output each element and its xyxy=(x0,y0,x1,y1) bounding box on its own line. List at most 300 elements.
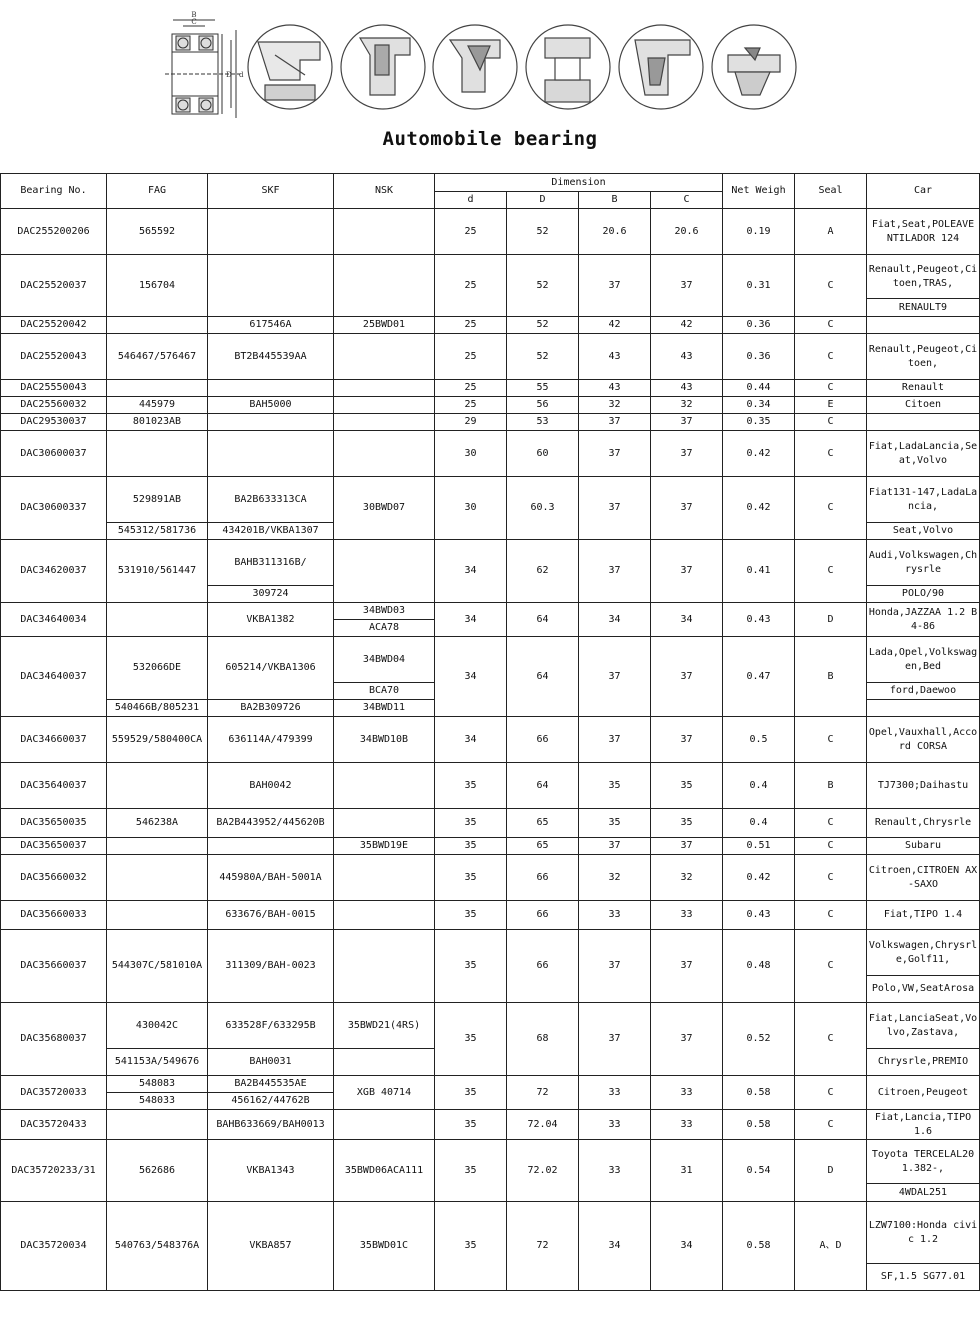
nsk-no: 35BWD19E xyxy=(334,838,435,855)
nsk-no: 35BWD01C xyxy=(334,1202,435,1291)
table-row xyxy=(1,540,980,586)
nsk-no-alt2: 34BWD11 xyxy=(334,700,435,717)
car-models-extra: Chrysrle,PREMIO xyxy=(867,1049,980,1076)
skf-no: BA2B445535AE xyxy=(208,1076,334,1093)
dim-d: 25 xyxy=(435,380,507,397)
nsk-no: 25BWD01 xyxy=(334,317,435,334)
nsk-no xyxy=(334,255,435,317)
dim-d: 25 xyxy=(435,334,507,380)
nsk-no-alt: ACA78 xyxy=(334,620,435,637)
seal-type-c-drawing xyxy=(433,25,517,109)
dim-D: 52 xyxy=(507,209,579,255)
bearing-no: DAC35660037 xyxy=(1,930,107,1003)
nsk-no xyxy=(334,540,435,603)
dim-d: 30 xyxy=(435,431,507,477)
skf-no: BAHB311316B/ xyxy=(208,540,334,586)
car-models: Renault,Chrysrle xyxy=(867,809,980,838)
nsk-no xyxy=(334,334,435,380)
nsk-no: 35BWD06ACA111 xyxy=(334,1140,435,1202)
dim-D: 65 xyxy=(507,838,579,855)
table-row xyxy=(1,763,980,809)
skf-no xyxy=(208,380,334,397)
dim-D: 52 xyxy=(507,255,579,317)
bearing-no: DAC34660037 xyxy=(1,717,107,763)
dim-D: 72.02 xyxy=(507,1140,579,1202)
nsk-no xyxy=(334,855,435,901)
net-weight: 0.58 xyxy=(723,1202,795,1291)
fag-no: 156704 xyxy=(107,255,208,317)
seal-type: C xyxy=(795,930,867,1003)
dim-C: 37 xyxy=(651,255,723,317)
dim-D: 55 xyxy=(507,380,579,397)
dim-d: 34 xyxy=(435,603,507,637)
dim-B: 33 xyxy=(579,1110,651,1140)
skf-no xyxy=(208,209,334,255)
seal-type: C xyxy=(795,1076,867,1110)
table-row xyxy=(1,1076,980,1093)
car-models-extra: Polo,VW,SeatArosa xyxy=(867,976,980,1003)
dim-d: 25 xyxy=(435,255,507,317)
dim-C: 37 xyxy=(651,838,723,855)
seal-type: C xyxy=(795,809,867,838)
nsk-no: XGB 40714 xyxy=(334,1076,435,1110)
dim-C: 35 xyxy=(651,763,723,809)
skf-no: VKBA1343 xyxy=(208,1140,334,1202)
fag-no: 532066DE xyxy=(107,637,208,700)
fag-no xyxy=(107,431,208,477)
bearing-no: DAC35720033 xyxy=(1,1076,107,1110)
bearing-no: DAC25520037 xyxy=(1,255,107,317)
dim-D: 72 xyxy=(507,1202,579,1291)
seal-type: C xyxy=(795,855,867,901)
skf-no: BAH5000 xyxy=(208,397,334,414)
table-row xyxy=(1,317,980,334)
dim-C: 32 xyxy=(651,397,723,414)
net-weight: 0.48 xyxy=(723,930,795,1003)
fag-no xyxy=(107,603,208,637)
nsk-no-empty xyxy=(334,1049,435,1076)
dim-C: 34 xyxy=(651,1202,723,1291)
bearing-no: DAC35720034 xyxy=(1,1202,107,1291)
car-models: Citroen,Peugeot xyxy=(867,1076,980,1110)
dim-D: 62 xyxy=(507,540,579,603)
net-weight: 0.4 xyxy=(723,763,795,809)
seal-type: C xyxy=(795,1110,867,1140)
net-weight: 0.42 xyxy=(723,431,795,477)
car-models-extra: ford,Daewoo xyxy=(867,683,980,700)
bearing-section-drawing xyxy=(165,20,240,118)
car-models: Renault xyxy=(867,380,980,397)
table-row xyxy=(1,930,980,976)
dim-d: 25 xyxy=(435,317,507,334)
dim-d: 35 xyxy=(435,838,507,855)
car-models: Renault,Peugeot,Citoen,TRAS, xyxy=(867,255,980,299)
dim-C: 32 xyxy=(651,855,723,901)
bearing-no: DAC35680037 xyxy=(1,1003,107,1076)
table-row xyxy=(1,334,980,380)
dim-C: 37 xyxy=(651,1003,723,1076)
dim-D: 53 xyxy=(507,414,579,431)
car-models: Fiat,LanciaSeat,Volvo,Zastava, xyxy=(867,1003,980,1049)
dim-B: 37 xyxy=(579,1003,651,1076)
dim-B: 37 xyxy=(579,838,651,855)
net-weight: 0.47 xyxy=(723,637,795,717)
net-weight: 0.42 xyxy=(723,855,795,901)
dim-B: 43 xyxy=(579,380,651,397)
nsk-no: 34BWD04 xyxy=(334,637,435,683)
seal-type: E xyxy=(795,397,867,414)
net-weight: 0.36 xyxy=(723,317,795,334)
car-models: Renault,Peugeot,Citoen, xyxy=(867,334,980,380)
fag-no: 540763/548376A xyxy=(107,1202,208,1291)
skf-no: BA2B443952/445620B xyxy=(208,809,334,838)
dim-D: 64 xyxy=(507,637,579,717)
fag-no: 546238A xyxy=(107,809,208,838)
car-models: Fiat,LadaLancia,Seat,Volvo xyxy=(867,431,980,477)
dim-C: 34 xyxy=(651,603,723,637)
dim-C: 37 xyxy=(651,540,723,603)
nsk-no xyxy=(334,1110,435,1140)
dim-C: 37 xyxy=(651,477,723,540)
car-models-empty xyxy=(867,700,980,717)
dim-B: 37 xyxy=(579,930,651,1003)
car-models: LZW7100:Honda civic 1.2 xyxy=(867,1202,980,1264)
bearing-no: DAC25520043 xyxy=(1,334,107,380)
net-weight: 0.44 xyxy=(723,380,795,397)
dim-d: 34 xyxy=(435,637,507,717)
header-seal: Seal xyxy=(795,174,867,209)
skf-no: BAHB633669/BAH0013 xyxy=(208,1110,334,1140)
skf-no: VKBA1382 xyxy=(208,603,334,637)
table-row xyxy=(1,1110,980,1140)
skf-no: 617546A xyxy=(208,317,334,334)
net-weight: 0.19 xyxy=(723,209,795,255)
dim-D: 64 xyxy=(507,603,579,637)
fag-no: 531910/561447 xyxy=(107,540,208,603)
dim-B: 32 xyxy=(579,855,651,901)
dim-B: 32 xyxy=(579,397,651,414)
nsk-no-alt: BCA70 xyxy=(334,683,435,700)
car-models: Lada,Opel,Volkswagen,Bed xyxy=(867,637,980,683)
table-row xyxy=(1,838,980,855)
dim-B: 35 xyxy=(579,763,651,809)
car-models: Citroen,CITROEN AX-SAXO xyxy=(867,855,980,901)
seal-type-b-drawing xyxy=(341,25,425,109)
fag-no: 445979 xyxy=(107,397,208,414)
dim-D: 68 xyxy=(507,1003,579,1076)
dim-B: 43 xyxy=(579,334,651,380)
table-row xyxy=(1,855,980,901)
nsk-no xyxy=(334,809,435,838)
dim-D: 64 xyxy=(507,763,579,809)
car-models-extra: Seat,Volvo xyxy=(867,523,980,540)
fag-no xyxy=(107,1110,208,1140)
seal-type: C xyxy=(795,431,867,477)
net-weight: 0.52 xyxy=(723,1003,795,1076)
skf-no: 311309/BAH-0023 xyxy=(208,930,334,1003)
bearing-no: DAC34620037 xyxy=(1,540,107,603)
net-weight: 0.34 xyxy=(723,397,795,414)
dim-d: 35 xyxy=(435,1003,507,1076)
table-row xyxy=(1,901,980,930)
net-weight: 0.54 xyxy=(723,1140,795,1202)
header-nsk: NSK xyxy=(334,174,435,209)
dim-D: 60.3 xyxy=(507,477,579,540)
dim-B: 37 xyxy=(579,637,651,717)
dim-d: 25 xyxy=(435,397,507,414)
table-row xyxy=(1,431,980,477)
fag-no-alt: 548033 xyxy=(107,1093,208,1110)
car-models xyxy=(867,317,980,334)
table-row xyxy=(1,397,980,414)
seal-type: C xyxy=(795,317,867,334)
dim-D: 52 xyxy=(507,334,579,380)
table-row xyxy=(1,603,980,620)
fag-no: 546467/576467 xyxy=(107,334,208,380)
seal-type: D xyxy=(795,603,867,637)
page-title: Automobile bearing xyxy=(382,128,598,150)
bearing-no: DAC35660033 xyxy=(1,901,107,930)
dim-C: 37 xyxy=(651,930,723,1003)
label-d-small: d xyxy=(239,71,244,79)
fag-no: 548083 xyxy=(107,1076,208,1093)
net-weight: 0.58 xyxy=(723,1076,795,1110)
table-row xyxy=(1,414,980,431)
seal-type-f-drawing xyxy=(712,25,796,109)
dim-C: 31 xyxy=(651,1140,723,1202)
dim-B: 37 xyxy=(579,540,651,603)
nsk-no xyxy=(334,209,435,255)
dim-C: 43 xyxy=(651,334,723,380)
bearing-no: DAC35720433 xyxy=(1,1110,107,1140)
car-models: Fiat131-147,LadaLancia, xyxy=(867,477,980,523)
seal-type: A、D xyxy=(795,1202,867,1291)
seal-type: C xyxy=(795,901,867,930)
label-d-big: D xyxy=(226,71,232,79)
table-row xyxy=(1,380,980,397)
dim-B: 33 xyxy=(579,1140,651,1202)
nsk-no: 34BWD03 xyxy=(334,603,435,620)
dim-D: 72 xyxy=(507,1076,579,1110)
label-c: C xyxy=(191,18,197,26)
seal-type: C xyxy=(795,1003,867,1076)
label-b: B xyxy=(191,11,197,19)
car-models: TJ7300;Daihastu xyxy=(867,763,980,809)
dim-d: 35 xyxy=(435,901,507,930)
nsk-no xyxy=(334,431,435,477)
skf-no xyxy=(208,255,334,317)
dim-B: 37 xyxy=(579,431,651,477)
bearing-no: DAC35650035 xyxy=(1,809,107,838)
skf-no: 633676/BAH-0015 xyxy=(208,901,334,930)
dim-C: 37 xyxy=(651,637,723,717)
dim-B: 37 xyxy=(579,255,651,317)
bearing-no: DAC255200206 xyxy=(1,209,107,255)
seal-type: C xyxy=(795,334,867,380)
bearing-no: DAC35720233/31 xyxy=(1,1140,107,1202)
nsk-no xyxy=(334,763,435,809)
dim-B: 33 xyxy=(579,1076,651,1110)
dim-B: 34 xyxy=(579,603,651,637)
nsk-no: 35BWD21(4RS) xyxy=(334,1003,435,1049)
dim-B: 35 xyxy=(579,809,651,838)
seal-type: C xyxy=(795,540,867,603)
net-weight: 0.42 xyxy=(723,477,795,540)
fag-no: 529891AB xyxy=(107,477,208,523)
seal-type: C xyxy=(795,477,867,540)
skf-no: 445980A/BAH-5001A xyxy=(208,855,334,901)
bearing-no: DAC25560032 xyxy=(1,397,107,414)
bearing-no: DAC35660032 xyxy=(1,855,107,901)
nsk-no xyxy=(334,380,435,397)
dim-d: 35 xyxy=(435,855,507,901)
dim-D: 66 xyxy=(507,855,579,901)
nsk-no xyxy=(334,901,435,930)
net-weight: 0.51 xyxy=(723,838,795,855)
car-models: Subaru xyxy=(867,838,980,855)
header-fag: FAG xyxy=(107,174,208,209)
dim-D: 56 xyxy=(507,397,579,414)
dim-B: 20.6 xyxy=(579,209,651,255)
table-row xyxy=(1,255,980,299)
net-weight: 0.43 xyxy=(723,603,795,637)
car-models: Toyota TERCELAL201.382-, xyxy=(867,1140,980,1184)
skf-no-alt: 434201B/VKBA1307 xyxy=(208,523,334,540)
table-row xyxy=(1,809,980,838)
fag-no xyxy=(107,838,208,855)
nsk-no xyxy=(334,414,435,431)
fag-no: 430042C xyxy=(107,1003,208,1049)
car-models: Fiat,TIPO 1.4 xyxy=(867,901,980,930)
car-models-extra: POLO/90 xyxy=(867,586,980,603)
car-models: Honda,JAZZAA 1.2 B4-86 xyxy=(867,603,980,637)
bearing-no: DAC25550043 xyxy=(1,380,107,397)
fag-no xyxy=(107,763,208,809)
dim-C: 37 xyxy=(651,717,723,763)
header-dim-C: C xyxy=(651,192,723,209)
bearing-no: DAC34640034 xyxy=(1,603,107,637)
bearing-no: DAC35640037 xyxy=(1,763,107,809)
header-dim-B: B xyxy=(579,192,651,209)
skf-no xyxy=(208,414,334,431)
header-dim-D: D xyxy=(507,192,579,209)
skf-no: BAH0042 xyxy=(208,763,334,809)
table-row xyxy=(1,209,980,255)
fag-no: 559529/580400CA xyxy=(107,717,208,763)
skf-no-alt: 309724 xyxy=(208,586,334,603)
dim-D: 66 xyxy=(507,717,579,763)
dim-C: 20.6 xyxy=(651,209,723,255)
bearing-no: DAC35650037 xyxy=(1,838,107,855)
bearing-no: DAC25520042 xyxy=(1,317,107,334)
seal-type: C xyxy=(795,717,867,763)
fag-no: 801023AB xyxy=(107,414,208,431)
car-models xyxy=(867,414,980,431)
skf-no: 605214/VKBA1306 xyxy=(208,637,334,700)
car-models-extra: SF,1.5 SG77.01 xyxy=(867,1264,980,1291)
bearing-no: DAC30600037 xyxy=(1,431,107,477)
nsk-no xyxy=(334,930,435,1003)
dim-C: 33 xyxy=(651,1110,723,1140)
fag-no-alt: 545312/581736 xyxy=(107,523,208,540)
seal-type: A xyxy=(795,209,867,255)
fag-no: 562686 xyxy=(107,1140,208,1202)
skf-no: 633528F/633295B xyxy=(208,1003,334,1049)
skf-no: 636114A/479399 xyxy=(208,717,334,763)
net-weight: 0.35 xyxy=(723,414,795,431)
seal-type: C xyxy=(795,255,867,317)
dim-C: 43 xyxy=(651,380,723,397)
dim-C: 35 xyxy=(651,809,723,838)
seal-type: C xyxy=(795,414,867,431)
car-models-extra: RENAULT9 xyxy=(867,299,980,317)
dim-d: 29 xyxy=(435,414,507,431)
dim-D: 66 xyxy=(507,930,579,1003)
net-weight: 0.43 xyxy=(723,901,795,930)
dim-d: 35 xyxy=(435,1110,507,1140)
seal-type: C xyxy=(795,380,867,397)
dim-D: 66 xyxy=(507,901,579,930)
car-models: Audi,Volkswagen,Chrysrle xyxy=(867,540,980,586)
seal-type: D xyxy=(795,1140,867,1202)
dim-d: 34 xyxy=(435,717,507,763)
seal-type: B xyxy=(795,637,867,717)
net-weight: 0.58 xyxy=(723,1110,795,1140)
dim-D: 60 xyxy=(507,431,579,477)
car-models: Fiat,Seat,POLEAVE NTILADOR 124 xyxy=(867,209,980,255)
seal-type: C xyxy=(795,838,867,855)
net-weight: 0.31 xyxy=(723,255,795,317)
table-row xyxy=(1,477,980,523)
net-weight: 0.36 xyxy=(723,334,795,380)
table-row xyxy=(1,717,980,763)
dim-B: 42 xyxy=(579,317,651,334)
dim-d: 35 xyxy=(435,1140,507,1202)
fag-no-alt: 541153A/549676 xyxy=(107,1049,208,1076)
dim-C: 33 xyxy=(651,901,723,930)
header-dim-d: d xyxy=(435,192,507,209)
seal-type-a-drawing xyxy=(248,25,332,109)
dim-d: 30 xyxy=(435,477,507,540)
bearing-no: DAC34640037 xyxy=(1,637,107,717)
table-row xyxy=(1,1202,980,1264)
nsk-no xyxy=(334,397,435,414)
skf-no: BT2B445539AA xyxy=(208,334,334,380)
skf-no: BA2B633313CA xyxy=(208,477,334,523)
table-row xyxy=(1,1140,980,1184)
bearing-no: DAC30600337 xyxy=(1,477,107,540)
dim-d: 35 xyxy=(435,763,507,809)
dim-d: 25 xyxy=(435,209,507,255)
header-dimension: Dimension xyxy=(435,174,723,192)
seal-type-e-drawing xyxy=(619,25,703,109)
fag-no: 565592 xyxy=(107,209,208,255)
car-models: Fiat,Lancia,TIPO 1.6 xyxy=(867,1110,980,1140)
header-car: Car xyxy=(867,174,980,209)
dim-B: 33 xyxy=(579,901,651,930)
dim-d: 34 xyxy=(435,540,507,603)
fag-no-alt: 540466B/805231 xyxy=(107,700,208,717)
dim-d: 35 xyxy=(435,930,507,1003)
fag-no xyxy=(107,855,208,901)
nsk-no: 30BWD07 xyxy=(334,477,435,540)
dim-D: 72.04 xyxy=(507,1110,579,1140)
skf-no xyxy=(208,838,334,855)
bearing-table xyxy=(0,173,980,1291)
car-models: Citoen xyxy=(867,397,980,414)
dim-d: 35 xyxy=(435,1202,507,1291)
bearing-no: DAC29530037 xyxy=(1,414,107,431)
